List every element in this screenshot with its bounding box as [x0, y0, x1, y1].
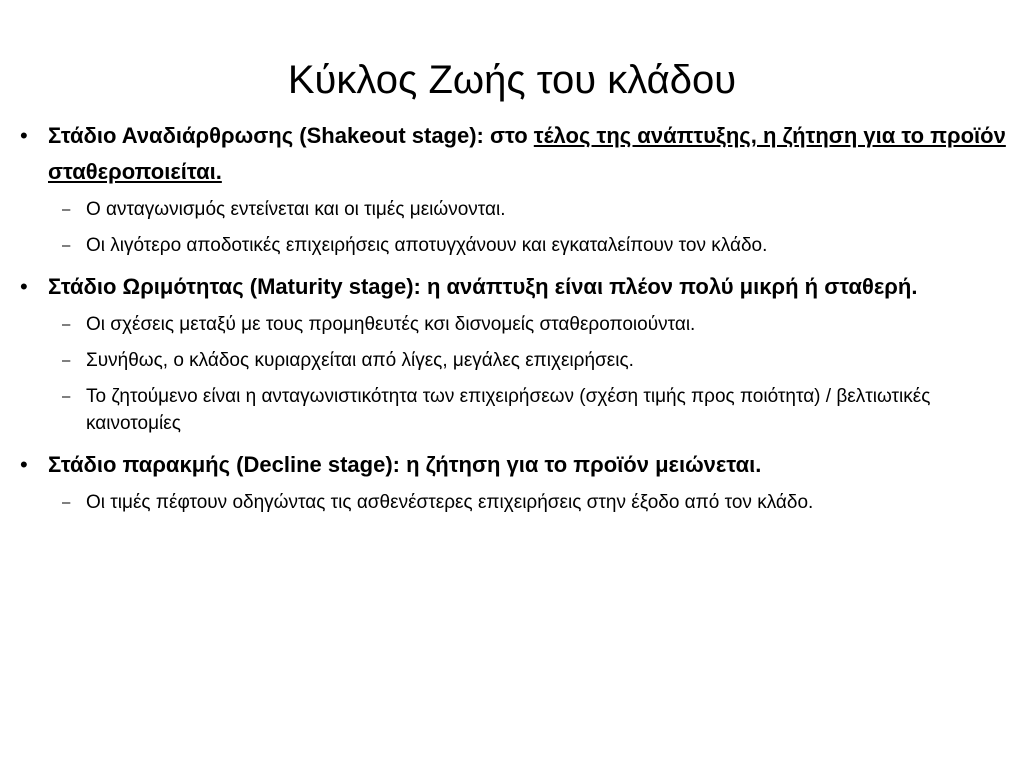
- bullet-maturity-stage: [16, 269, 1006, 305]
- bullet-marker: •: [20, 123, 28, 148]
- sub-bullet-marker: –: [62, 352, 71, 369]
- sub-bullet-text: Συνήθως, ο κλάδος κυριαρχείται από λίγες, μεγάλες επιχειρήσεις.: [86, 350, 634, 371]
- sub-bullet-marker: –: [62, 388, 71, 405]
- bullet-marker: •: [20, 452, 28, 477]
- sub-bullet-text: Οι τιμές πέφτουν οδηγώντας τις ασθενέστερες επιχειρήσεις στην έξοδο από τον κλάδο.: [86, 492, 814, 513]
- sub-bullet: [16, 232, 1006, 259]
- bullet-text: Στάδιο παρακμής (Decline stage): η ζήτηση για το προϊόν μειώνεται.: [48, 452, 762, 477]
- sub-bullet-text: Οι λιγότερο αποδοτικές επιχειρήσεις αποτυγχάνουν και εγκαταλείπουν τον κλάδο.: [86, 235, 768, 256]
- bullet-marker: •: [20, 274, 28, 299]
- bullet-underlined-text: τέλος της ανάπτυξης, η ζήτηση για το προϊόν σταθεροποιείται.: [48, 123, 1006, 184]
- sub-bullet-marker: –: [62, 494, 71, 511]
- slide-title: Κύκλος Ζωής του κλάδου: [287, 58, 737, 102]
- bullet-shakeout-stage: [16, 118, 1006, 190]
- sub-bullet: [16, 311, 1006, 338]
- bullet-lead-text: Στάδιο Αναδιάρθρωσης (Shakeout stage): στο: [48, 123, 534, 148]
- sub-bullet-text: Το ζητούμενο είναι η ανταγωνιστικότητα των επιχειρήσεων (σχέση τιμής προς ποιότητα) / βελτιωτικές καινοτομίες: [86, 386, 931, 434]
- sub-bullet-text: Ο ανταγωνισμός εντείνεται και οι τιμές μειώνονται.: [86, 199, 506, 220]
- slide-content: [16, 118, 1006, 525]
- sub-bullet-marker: –: [62, 316, 71, 333]
- sub-bullet: [16, 347, 1006, 374]
- sub-bullet: [16, 489, 1006, 516]
- sub-bullet: [16, 196, 1006, 223]
- bullet-text: Στάδιο Ωριμότητας (Maturity stage): η ανάπτυξη είναι πλέον πολύ μικρή ή σταθερή.: [48, 274, 918, 299]
- bullet-decline-stage: [16, 447, 1006, 483]
- sub-bullet: [16, 383, 1006, 437]
- sub-bullet-marker: –: [62, 237, 71, 254]
- sub-bullet-marker: –: [62, 201, 71, 218]
- sub-bullet-text: Οι σχέσεις μεταξύ με τους προμηθευτές κσι δισνομείς σταθεροποιούνται.: [86, 314, 696, 335]
